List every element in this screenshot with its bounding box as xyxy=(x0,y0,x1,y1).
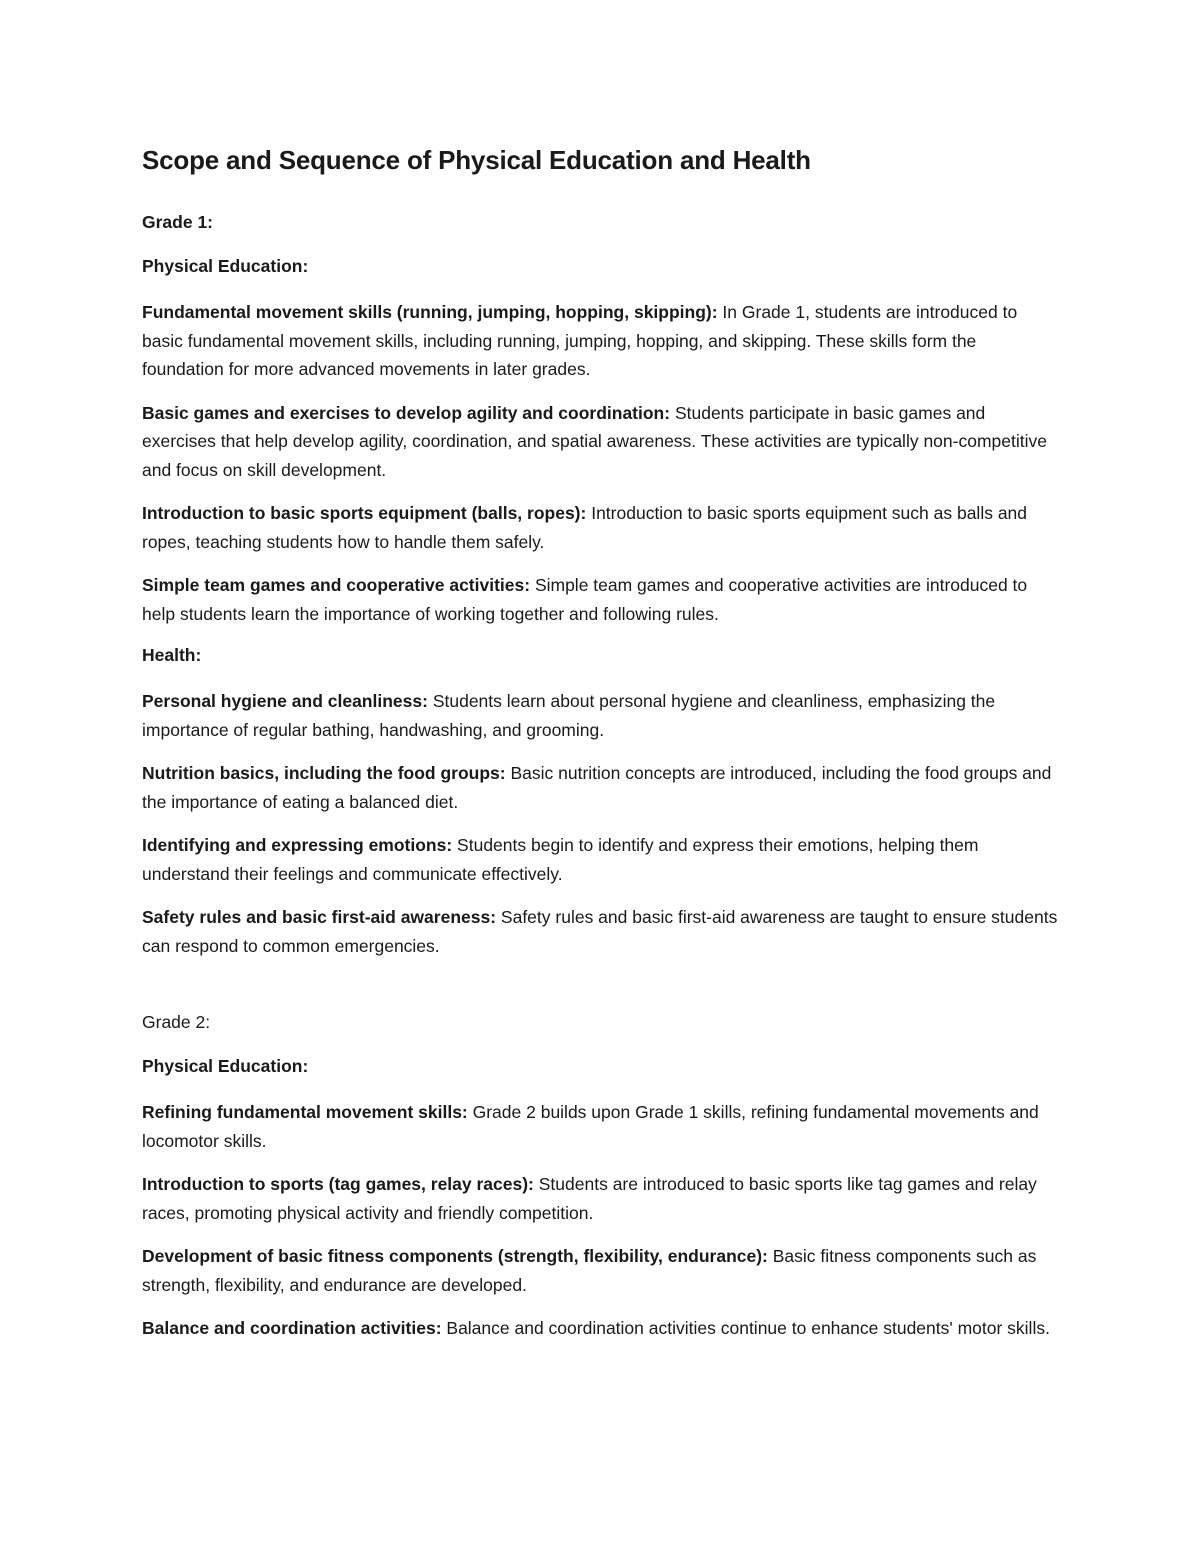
item-title: Development of basic fitness components (strength, flexibility, endurance): xyxy=(142,1246,768,1266)
item-text: Students learn about personal hygiene and cleanliness, emphasizing the importance of regular bathing, handwashing, and grooming. xyxy=(142,691,996,740)
item-title: Refining fundamental movement skills: xyxy=(142,1102,468,1122)
list-item xyxy=(142,1242,1062,1299)
item-title: Introduction to basic sports equipment (balls, ropes): xyxy=(142,503,587,523)
list-item xyxy=(142,1314,1062,1343)
document-title: Scope and Sequence of Physical Education and Health xyxy=(142,145,811,175)
grade-1-heading: Grade 1: xyxy=(142,212,213,232)
list-item xyxy=(142,499,1062,556)
item-title: Nutrition basics, including the food groups: xyxy=(142,763,506,783)
grade-1-health-heading: Health: xyxy=(142,645,202,665)
grade-1-block xyxy=(142,210,1062,960)
item-title: Identifying and expressing emotions: xyxy=(142,835,453,855)
list-item xyxy=(142,571,1062,628)
grade-2-physical-education-heading: Physical Education: xyxy=(142,1056,309,1076)
grade-1-physical-education-heading: Physical Education: xyxy=(142,256,309,276)
item-title: Introduction to sports (tag games, relay races): xyxy=(142,1174,534,1194)
list-item xyxy=(142,1170,1062,1227)
item-title: Personal hygiene and cleanliness: xyxy=(142,691,428,711)
item-title: Fundamental movement skills (running, jumping, hopping, skipping): xyxy=(142,302,718,322)
grade-2-block xyxy=(142,1010,1062,1343)
document-page xyxy=(142,140,1062,1358)
item-text: Basic nutrition concepts are introduced, including the food groups and the importance of eating a balanced diet. xyxy=(142,763,1052,812)
item-text: Balance and coordination activities continue to enhance students' motor skills. xyxy=(441,1318,1050,1338)
list-item xyxy=(142,399,1062,485)
list-item xyxy=(142,831,1062,888)
item-text: In Grade 1, students are introduced to basic fundamental movement skills, including running, jumping, hopping, and skipping. These skills form the foundation for more advanced movements in later grades. xyxy=(142,302,1018,379)
item-text: Introduction to basic sports equipment such as balls and ropes, teaching students how to handle them safely. xyxy=(142,503,1028,552)
item-text: Students are introduced to basic sports like tag games and relay races, promoting physical activity and friendly competition. xyxy=(142,1174,1037,1223)
list-item xyxy=(142,1098,1062,1155)
item-title: Basic games and exercises to develop agility and coordination: xyxy=(142,402,671,423)
grade-2-heading: Grade 2: xyxy=(142,1012,211,1032)
item-title: Safety rules and basic first-aid awareness: xyxy=(142,907,497,927)
item-text: Simple team games and cooperative activities are introduced to help students learn the importance of working together and following rules. xyxy=(142,575,1028,624)
list-item xyxy=(142,298,1062,384)
list-item xyxy=(142,687,1062,744)
list-item xyxy=(142,903,1062,960)
item-text: Safety rules and basic first-aid awareness are taught to ensure students can respond to common emergencies. xyxy=(142,907,1058,956)
list-item xyxy=(142,759,1062,816)
item-text: Students participate in basic games and exercises that help develop agility, coordination, and spatial awareness. These activities are typically non-competitive and focus on skill development. xyxy=(142,402,1047,480)
item-text: Basic fitness components such as strength, flexibility, and endurance are developed. xyxy=(142,1246,1037,1295)
item-text: Students begin to identify and express their emotions, helping them understand their feelings and communicate effectively. xyxy=(142,835,979,884)
item-title: Balance and coordination activities: xyxy=(142,1318,442,1338)
item-title: Simple team games and cooperative activities: xyxy=(142,575,531,595)
item-text: Grade 2 builds upon Grade 1 skills, refining fundamental movements and locomotor skills. xyxy=(142,1102,1039,1151)
